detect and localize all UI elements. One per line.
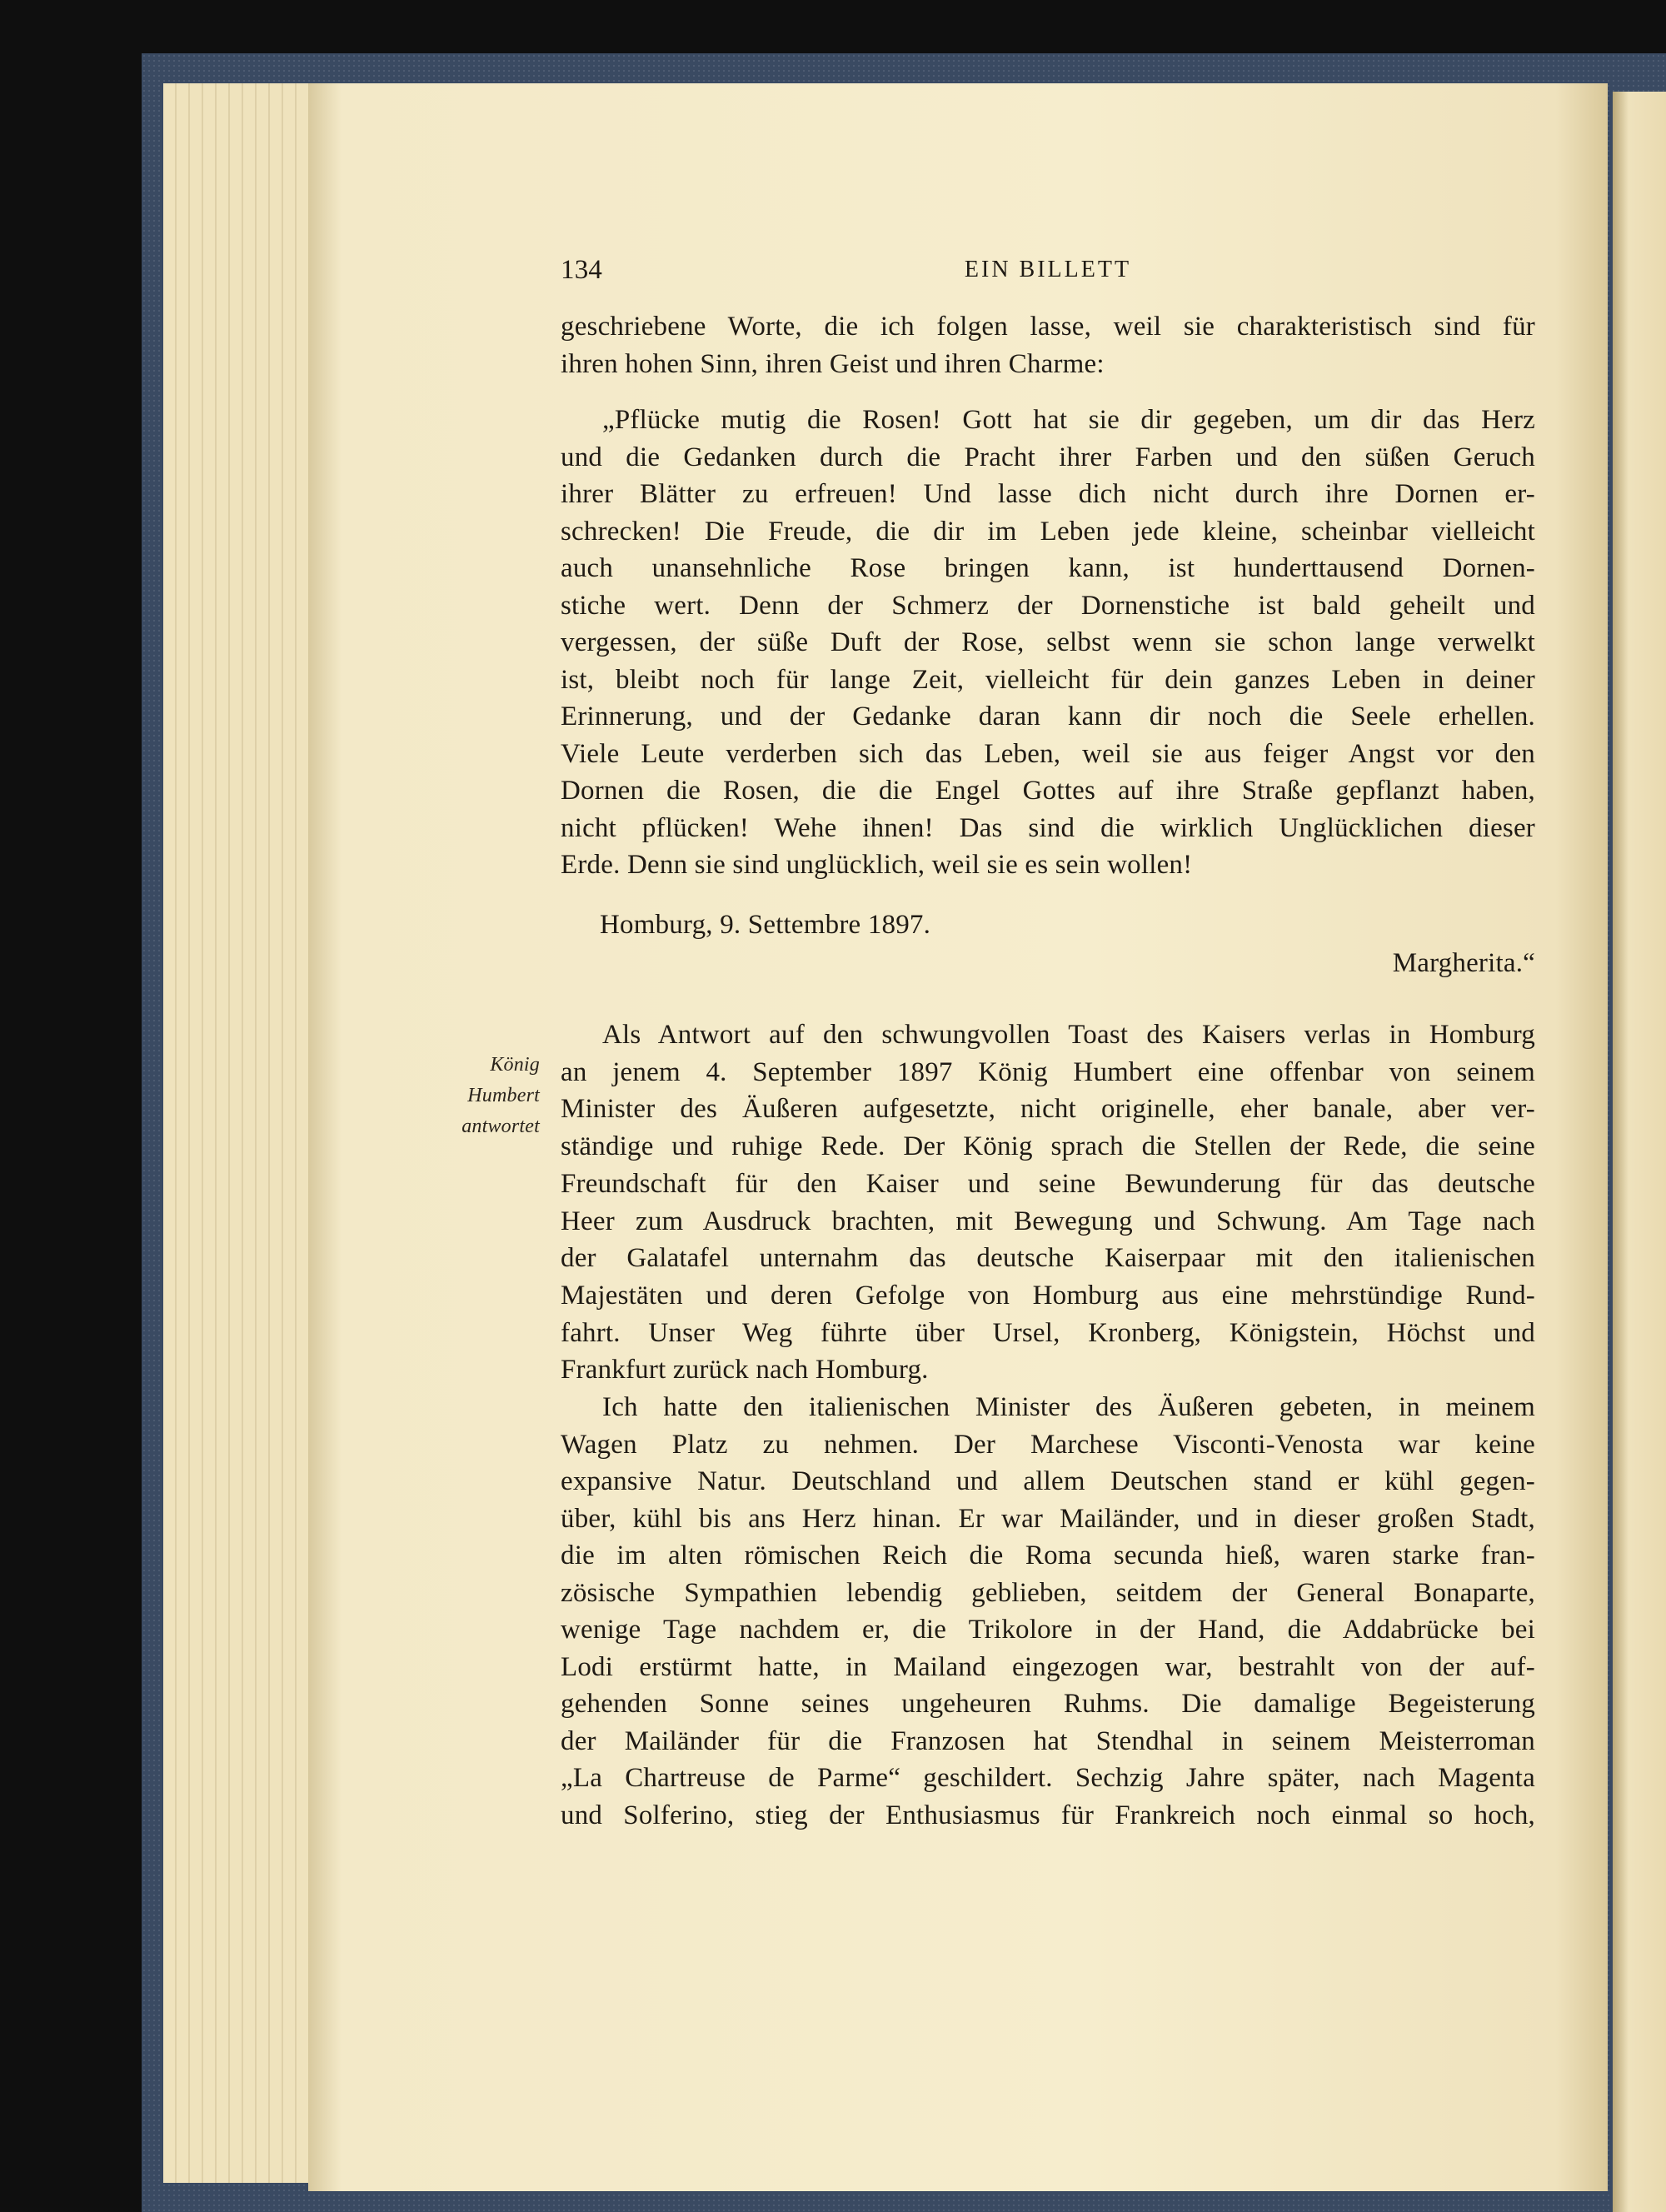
- text-line: ihrer Blätter zu erfreuen! Und lasse dich nicht durch ihre Dornen er-: [561, 479, 1535, 509]
- text-line: der Mailänder für die Franzosen hat Stendhal in seinem Meisterroman: [561, 1725, 1535, 1756]
- text-line: über, kühl bis ans Herz hinan. Er war Mailänder, und in dieser großen Stadt,: [561, 1503, 1535, 1534]
- text-line: ständige und ruhige Rede. Der König sprach die Stellen der Rede, die seine: [561, 1131, 1535, 1162]
- text-line: ist, bleibt noch für lange Zeit, vielleicht für dein ganzes Leben in deiner: [561, 664, 1535, 695]
- text-line: gehenden Sonne seines ungeheuren Ruhms. Die damalige Begeisterung: [561, 1689, 1535, 1719]
- page-number: 134: [561, 255, 603, 285]
- page-header: [561, 255, 1535, 292]
- text-line: und Solferino, stieg der Enthusiasmus für Frankreich noch einmal so hoch,: [561, 1800, 1535, 1830]
- text-line: Lodi erstürmt hatte, in Mailand eingezogen war, bestrahlt von der auf-: [561, 1651, 1535, 1682]
- letter-date: Homburg, 9. Settembre 1897.: [600, 910, 931, 940]
- text-line: und die Gedanken durch die Pracht ihrer Farben und den süßen Geruch: [561, 442, 1535, 472]
- text-line: „La Chartreuse de Parme“ geschildert. Sechzig Jahre später, nach Magenta: [561, 1763, 1535, 1793]
- text-line: Freundschaft für den Kaiser und seine Bewunderung für das deutsche: [561, 1168, 1535, 1199]
- text-line: zösische Sympathien lebendig geblieben, seitdem der General Bonaparte,: [561, 1577, 1535, 1608]
- letter-signature: Margherita.“: [1392, 948, 1535, 978]
- text-line: an jenem 4. September 1897 König Humbert eine offenbar von seinem: [561, 1056, 1535, 1087]
- text-line: Ich hatte den italienischen Minister des Äußeren gebeten, in meinem: [602, 1392, 1535, 1422]
- running-head: EIN BILLETT: [964, 257, 1132, 282]
- text-line: stiche wert. Denn der Schmerz der Dornenstiche ist bald geheilt und: [561, 590, 1535, 621]
- text-line: „Pflücke mutig die Rosen! Gott hat sie dir gegeben, um dir das Herz: [602, 405, 1535, 435]
- text-line: Heer zum Ausdruck brachten, mit Bewegung und Schwung. Am Tage nach: [561, 1206, 1535, 1236]
- text-line: Erinnerung, und der Gedanke daran kann dir noch die Seele erhellen.: [561, 702, 1535, 732]
- facing-page-edge: [1613, 92, 1666, 2212]
- text-line: Dornen die Rosen, die die Engel Gottes auf ihre Straße gepflanzt haben,: [561, 776, 1535, 806]
- text-line: der Galatafel unternahm das deutsche Kaiserpaar mit den italienischen: [561, 1243, 1535, 1274]
- text-line: die im alten römischen Reich die Roma secunda hieß, waren starke fran-: [561, 1540, 1535, 1570]
- margin-note-line: antwortet: [461, 1116, 540, 1137]
- text-line: Majestäten und deren Gefolge von Homburg aus eine mehrstündige Rund-: [561, 1280, 1535, 1311]
- text-line: expansive Natur. Deutschland und allem Deutschen stand er kühl gegen-: [561, 1466, 1535, 1496]
- text-line: vergessen, der süße Duft der Rose, selbst wenn sie schon lange verwelkt: [561, 627, 1535, 657]
- text-line: Viele Leute verderben sich das Leben, weil sie aus feiger Angst vor den: [561, 738, 1535, 769]
- text-line: Frankfurt zurück nach Homburg.: [561, 1355, 929, 1386]
- text-line: schrecken! Die Freude, die dir im Leben jede kleine, scheinbar vielleicht: [561, 516, 1535, 547]
- text-line: Minister des Äußeren aufgesetzte, nicht originelle, eher banale, aber ver-: [561, 1094, 1535, 1125]
- text-line: nicht pflücken! Wehe ihnen! Das sind die wirklich Unglücklichen dieser: [561, 812, 1535, 843]
- text-line: auch unansehnliche Rose bringen kann, ist hunderttausend Dornen-: [561, 553, 1535, 583]
- text-line: geschriebene Worte, die ich folgen lasse, weil sie charakteristisch sind für: [561, 312, 1535, 342]
- margin-note-line: Humbert: [467, 1085, 540, 1106]
- text-line: Als Antwort auf den schwungvollen Toast des Kaisers verlas in Homburg: [602, 1020, 1535, 1050]
- text-line: wenige Tage nachdem er, die Trikolore in der Hand, die Addabrücke bei: [561, 1615, 1535, 1645]
- margin-note-line: König: [490, 1054, 540, 1076]
- text-line: ihren hohen Sinn, ihren Geist und ihren Charme:: [561, 348, 1105, 379]
- text-line: Wagen Platz zu nehmen. Der Marchese Visconti-Venosta war keine: [561, 1429, 1535, 1460]
- text-line: fahrt. Unser Weg führte über Ursel, Kronberg, Königstein, Höchst und: [561, 1317, 1535, 1348]
- text-line: Erde. Denn sie sind unglücklich, weil sie es sein wollen!: [561, 850, 1193, 880]
